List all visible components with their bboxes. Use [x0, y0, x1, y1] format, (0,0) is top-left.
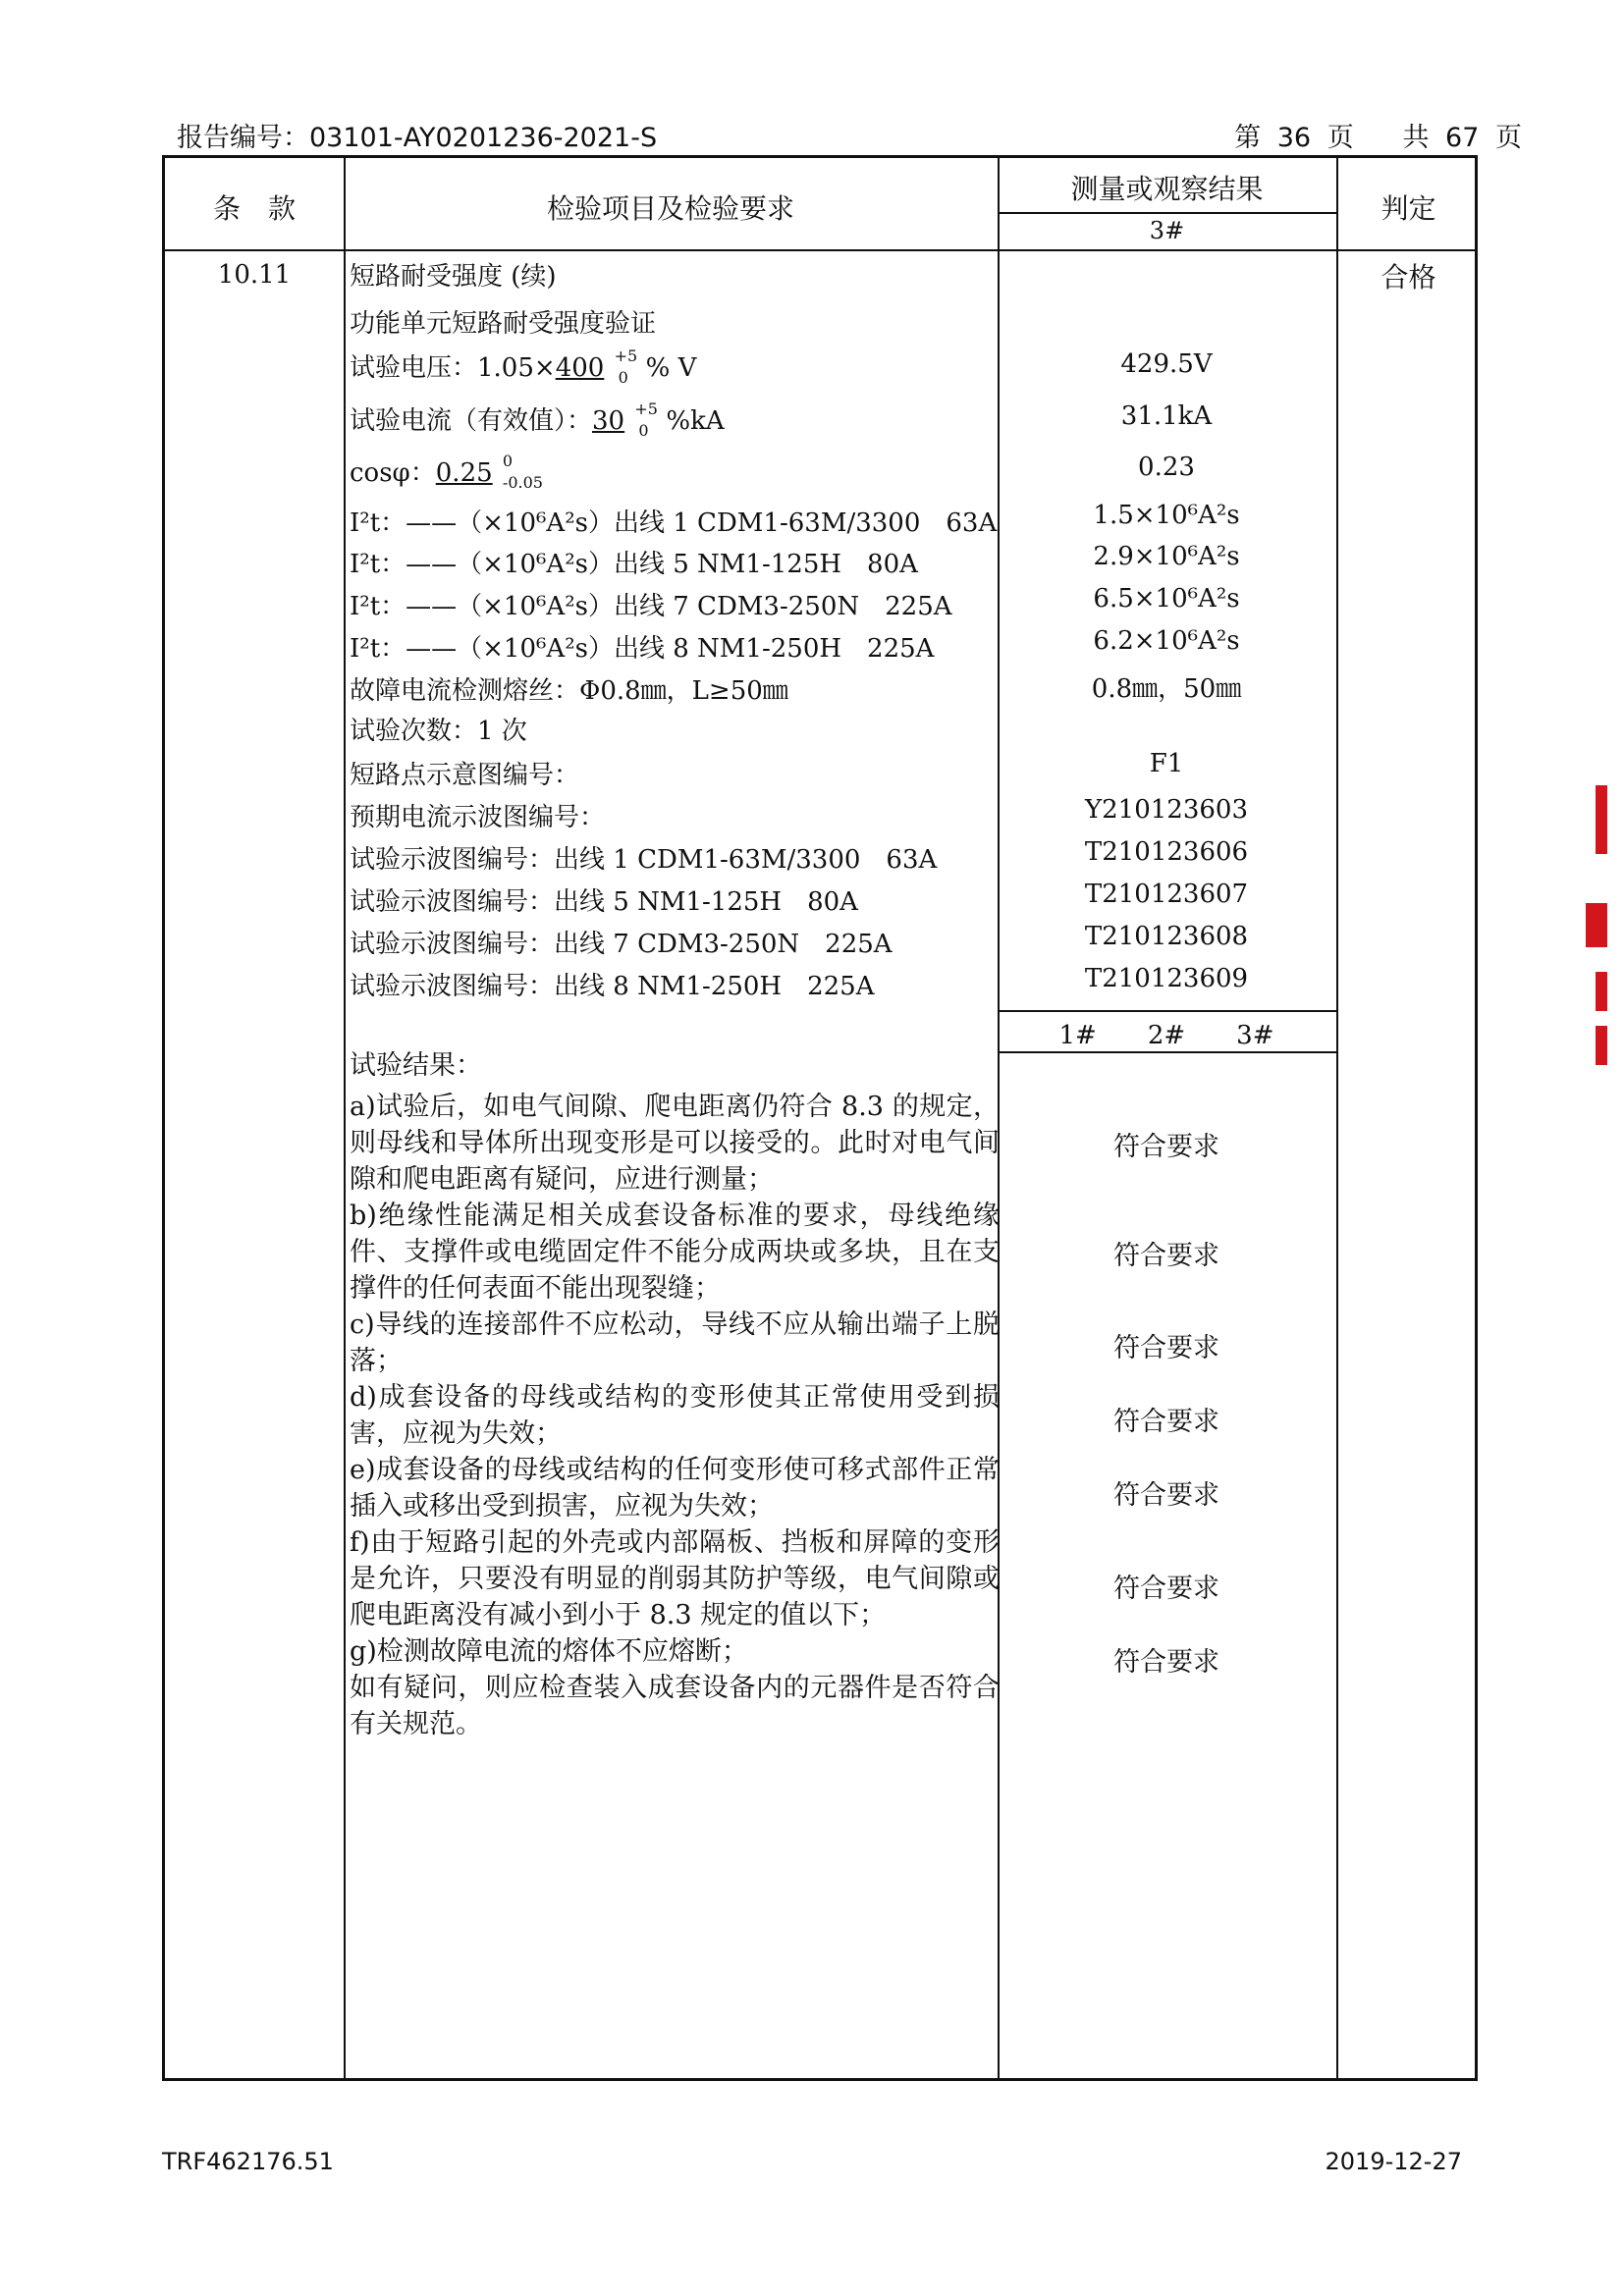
test-current: [350, 400, 725, 440]
seal-stamp-fragment: [1596, 785, 1607, 854]
oscillogram-desc: 出线 5 NM1-125H 80A: [554, 887, 858, 917]
samples-row: 1# 2# 3#: [1058, 1021, 1274, 1050]
oscillogram-code: T210123609: [1084, 964, 1249, 993]
prospective-result: Y210123603: [1084, 795, 1249, 825]
current-tol-lower: 0: [638, 421, 649, 440]
i2t-desc: 出线 5 NM1-125H 80A: [613, 550, 918, 579]
clause-number: 10.11: [217, 260, 292, 290]
samples-divider-top: [998, 1010, 1336, 1012]
result-subheader-divider: [998, 212, 1336, 214]
i2t-prefix: I²t：——（×10⁶A²s）: [350, 592, 614, 621]
oscillogram-desc: 出线 1 CDM1-63M/3300 63A: [554, 845, 938, 875]
col-header-result: 测量或观察结果: [1070, 173, 1264, 205]
cos-label: cosφ：: [350, 458, 436, 488]
criterion-e-result: 符合要求: [1113, 1480, 1219, 1511]
criterion-e: e)成套设备的母线或结构的任何变形使可移式部件正常插入或移出受到损害，应视为失效；: [350, 1455, 1000, 1522]
seal-stamp-fragment: [1596, 972, 1607, 1011]
closing-note: 如有疑问，则应检查装入成套设备内的元器件是否符合有关规范。: [350, 1673, 1000, 1739]
short-point-result: F1: [1149, 749, 1184, 778]
results-title: 试验结果：: [350, 1050, 482, 1081]
oscillogram-desc: 出线 7 CDM3-250N 225A: [554, 930, 893, 959]
criterion-b: b)绝缘性能满足相关成套设备标准的要求，母线绝缘件、支撑件或电缆固定件不能分成两块或多块，且在支撑件的任何表面不能出现裂缝；: [350, 1201, 1000, 1304]
page-indicator: [1234, 116, 1522, 154]
current-unit: %kA: [666, 406, 725, 436]
oscillogram-desc: 出线 8 NM1-250H 225A: [554, 972, 875, 1001]
criterion-d-result: 符合要求: [1113, 1407, 1219, 1437]
total-unit: 页: [1495, 123, 1522, 153]
current-tolerance: [632, 400, 666, 440]
cos-tolerance: [501, 452, 550, 492]
voltage-tol-lower: 0: [618, 368, 628, 387]
current-label: 试验电流（有效值）：: [350, 406, 593, 436]
i2t-row: [350, 544, 918, 580]
current-result: 31.1kA: [1120, 401, 1213, 431]
oscillogram-row: [350, 881, 858, 918]
power-factor: [350, 452, 550, 492]
criterion-c: c)导线的连接部件不应松动，导线不应从输出端子上脱落；: [350, 1309, 1000, 1376]
total-prefix: 共: [1402, 123, 1430, 153]
col-header-verdict: 判定: [1380, 192, 1436, 225]
voltage-label: 试验电压：1.05×: [350, 353, 556, 383]
form-number: TRF462176.51: [162, 2148, 334, 2175]
criterion-g: g)检测故障电流的熔体不应熔断；: [350, 1636, 748, 1667]
voltage-unit: % V: [645, 353, 697, 383]
criterion-c-result: 符合要求: [1113, 1333, 1219, 1363]
i2t-value: 1.5×10⁶A²s: [1093, 501, 1240, 530]
cos-tol-lower: -0.05: [502, 473, 543, 492]
i2t-row: [350, 586, 952, 622]
report-number-label: 报告编号：: [177, 123, 309, 153]
criterion-a-result: 符合要求: [1113, 1132, 1219, 1162]
cos-tol-upper: 0: [502, 452, 514, 470]
criterion-f: f)由于短路引起的外壳或内部隔板、挡板和屏障的变形是允许，只要没有明显的削弱其防护等级，电气间隙或爬电距离没有减小到小于 8.3 规定的值以下；: [350, 1527, 1000, 1630]
fuse-spec: 故障电流检测熔丝：Φ0.8㎜，L≥50㎜: [350, 676, 788, 706]
report-number: [177, 116, 657, 154]
page-prefix: 第: [1234, 123, 1262, 153]
col-header-clause: 条 款: [212, 192, 296, 225]
column-divider: [344, 158, 346, 2078]
test-voltage: [350, 347, 697, 387]
i2t-desc: 出线 1 CDM1-63M/3300 63A: [613, 508, 998, 538]
oscillogram-code: T210123606: [1084, 837, 1249, 867]
page-unit: 页: [1326, 123, 1354, 153]
i2t-row: [350, 628, 934, 665]
seal-stamp-fragment: [1586, 903, 1607, 947]
cos-nominal: 0.25: [435, 458, 493, 488]
subtitle: 功能单元短路耐受强度验证: [350, 309, 657, 339]
i2t-desc: 出线 8 NM1-250H 225A: [613, 634, 935, 664]
i2t-value: 6.2×10⁶A²s: [1093, 626, 1240, 656]
column-divider: [1336, 158, 1338, 2078]
criterion-g-result: 符合要求: [1113, 1647, 1219, 1678]
form-date: 2019-12-27: [1325, 2148, 1462, 2175]
oscillogram-prefix: 试验示波图编号：: [350, 972, 555, 1001]
i2t-value: 6.5×10⁶A²s: [1093, 584, 1240, 614]
current-nominal: 30: [592, 406, 625, 436]
oscillogram-row: [350, 924, 893, 960]
voltage-tol-upper: +5: [614, 347, 638, 365]
header-divider: [165, 249, 1475, 251]
fuse-result: 0.8㎜，50㎜: [1091, 674, 1242, 704]
i2t-desc: 出线 7 CDM3-250N 225A: [613, 592, 952, 621]
i2t-prefix: I²t：——（×10⁶A²s）: [350, 508, 614, 538]
section-title: 短路耐受强度 (续): [350, 262, 557, 292]
i2t-prefix: I²t：——（×10⁶A²s）: [350, 634, 614, 664]
short-point-diagram: 短路点示意图编号：: [350, 761, 580, 790]
voltage-result: 429.5V: [1120, 349, 1213, 379]
criterion-f-result: 符合要求: [1113, 1574, 1219, 1604]
verdict: 合格: [1380, 261, 1436, 294]
criterion-b-result: 符合要求: [1113, 1241, 1219, 1271]
voltage-nominal: 400: [555, 353, 605, 383]
col-header-item: 检验项目及检验要求: [546, 192, 794, 225]
current-tol-upper: +5: [634, 400, 658, 418]
oscillogram-row: [350, 966, 875, 1002]
oscillogram-code: T210123608: [1084, 922, 1249, 951]
oscillogram-row: [350, 839, 937, 876]
seal-stamp-fragment: [1596, 1026, 1607, 1065]
oscillogram-code: T210123607: [1084, 880, 1249, 909]
total-pages: 67: [1445, 123, 1480, 153]
oscillogram-prefix: 试验示波图编号：: [350, 845, 555, 875]
prospective-oscillogram: 预期电流示波图编号：: [350, 803, 606, 832]
col-header-sample: 3#: [1149, 217, 1185, 244]
i2t-row: [350, 503, 997, 539]
criterion-d: d)成套设备的母线或结构的变形使其正常使用受到损害，应视为失效；: [350, 1382, 1000, 1449]
oscillogram-prefix: 试验示波图编号：: [350, 887, 555, 917]
samples-divider-bottom: [998, 1051, 1336, 1053]
report-number-value: 03101-AY0201236-2021-S: [309, 123, 658, 153]
page-number: 36: [1276, 123, 1312, 153]
voltage-tolerance: [613, 347, 646, 387]
i2t-value: 2.9×10⁶A²s: [1093, 542, 1240, 571]
criterion-a: a)试验后，如电气间隙、爬电距离仍符合 8.3 的规定，则母线和导体所出现变形是可以接受的。此时对电气间隙和爬电距离有疑问，应进行测量；: [350, 1092, 1000, 1195]
cos-result: 0.23: [1138, 453, 1195, 482]
test-count: 试验次数：1 次: [350, 717, 527, 746]
i2t-prefix: I²t：——（×10⁶A²s）: [350, 550, 614, 579]
oscillogram-prefix: 试验示波图编号：: [350, 930, 555, 959]
inspection-table: [162, 155, 1478, 2081]
